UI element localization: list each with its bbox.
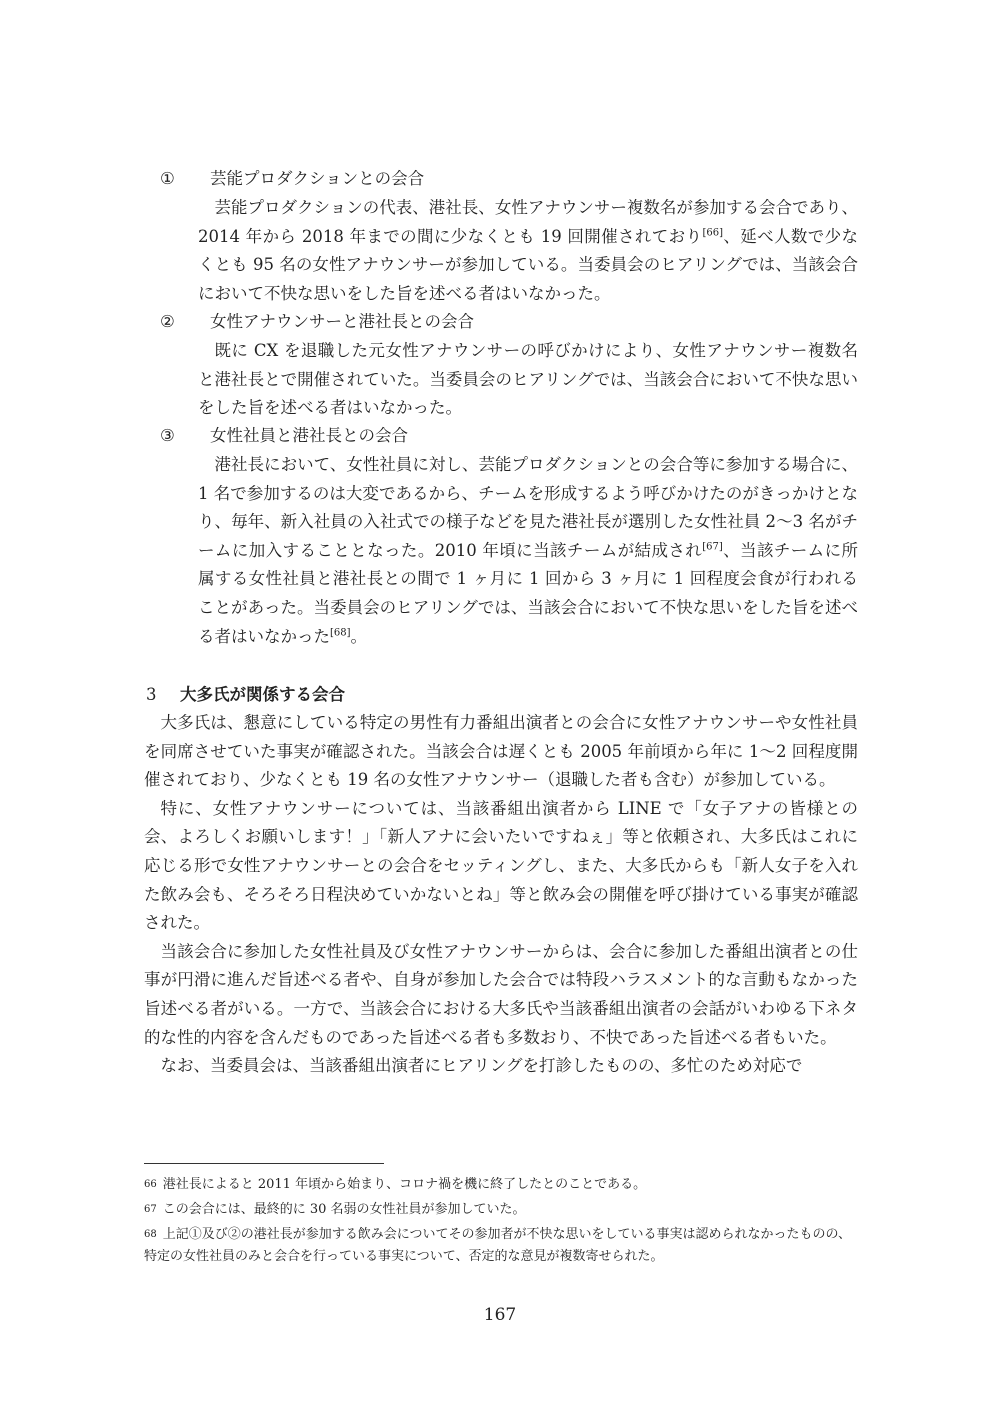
section-3-number: 3 — [146, 685, 157, 704]
footnotes — [144, 1174, 858, 1271]
item-1-text-after: 、延べ人数で少なくとも 95 名の女性アナウンサーが参加している。当委員会のヒアリングでは、当該会合において不快な思いをした旨を述べる者はいなかった。 — [198, 226, 859, 303]
footnote-text: 港社長によると 2011 年頃から始まり、コロナ禍を機に終了したとのことである。 — [162, 1177, 647, 1192]
item-2-body — [198, 337, 858, 423]
item-1-heading — [160, 165, 424, 193]
footnote-number: 67 — [144, 1204, 157, 1215]
item-3-heading — [160, 422, 408, 450]
item-1-text-before: 芸能プロダクションの代表、港社長、女性アナウンサー複数名が参加する会合であり、2014 年から 2018 年までの間に少なくとも 19 回開催されており — [198, 198, 858, 246]
item-1-number: ① — [160, 169, 175, 188]
item-2-number: ② — [160, 312, 175, 331]
section-3-title: 大多氏が関係する会合 — [180, 685, 345, 704]
item-1-paragraph — [198, 194, 858, 308]
footnote-ref-66[interactable]: [66] — [702, 227, 723, 239]
item-3-number: ③ — [160, 426, 175, 445]
section-3-heading — [146, 681, 345, 709]
section-3-paragraph-4: なお、当委員会は、当該番組出演者にヒアリングを打診したものの、多忙のため対応で — [160, 1056, 803, 1076]
item-3-body — [198, 451, 858, 651]
section-3-paragraph-3: 当該会合に参加した女性社員及び女性アナウンサーからは、会合に参加した番組出演者との仕事が円滑に進んだ旨述べる者や、自身が参加した会合では特段ハラスメント的な言動もなかった旨述べる者がいる。一方で、当該会合における大多氏や当該番組出演者の会話がいわゆる下ネタ的な性的内容を含んだものであった旨述べる者も多数おり、不快であった旨述べる者もいた。 — [144, 941, 858, 1047]
section-3-body — [144, 709, 858, 1081]
page-number: 167 — [483, 1305, 517, 1325]
footnote-divider — [144, 1163, 384, 1164]
section-3-paragraph-1: 大多氏は、懇意にしている特定の男性有力番組出演者との会合に女性アナウンサーや女性社員を同席させていた事実が確認された。当該会合は遅くとも 2005 年前頃から年に 1〜2 回程度開催されており、少なくとも 19 名の女性アナウンサー（退職した者も含む）が参加している。 — [144, 713, 858, 790]
item-3-text-before: 港社長において、女性社員に対し、芸能プロダクションとの会合等に参加する場合に、1 名で参加するのは大変であるから、チームを形成するよう呼びかけたのがきっかけとなり、毎年、新入社員の入社式での様子などを見た港社長が選別した女性社員 2〜3 名がチームに加入することとなった。2010 年頃に当該チームが結成され — [198, 455, 858, 560]
footnote-number: 66 — [144, 1179, 157, 1190]
footnote-text: 上記①及び②の港社長が参加する飲み会についてその参加者が不快な思いをしている事実は認められなかったものの、特定の女性社員のみと会合を行っている事実について、否定的な意見が複数寄せられた。 — [144, 1227, 851, 1264]
item-3-text-after: 。 — [350, 626, 368, 646]
footnote-68 — [144, 1224, 858, 1268]
footnote-66 — [144, 1174, 858, 1196]
footnote-ref-67[interactable]: [67] — [702, 541, 723, 553]
item-1-body — [198, 194, 858, 308]
item-1-title: 芸能プロダクションとの会合 — [210, 169, 425, 188]
item-2-paragraph: 既に CX を退職した元女性アナウンサーの呼びかけにより、女性アナウンサー複数名と港社長とで開催されていた。当委員会のヒアリングでは、当該会合において不快な思いをした旨を述べる者はいなかった。 — [198, 341, 858, 418]
item-2-title: 女性アナウンサーと港社長との会合 — [210, 312, 474, 331]
footnote-text: この会合には、最終的に 30 名弱の女性社員が参加していた。 — [162, 1202, 526, 1217]
item-3-title: 女性社員と港社長との会合 — [210, 426, 408, 445]
footnote-67 — [144, 1199, 858, 1221]
item-3-paragraph — [198, 451, 858, 651]
footnote-ref-68[interactable]: [68] — [330, 627, 351, 639]
item-3-text-middle: 、当該チームに所属する女性社員と港社長との間で 1 ヶ月に 1 回から 3 ヶ月に 1 回程度会食が行われることがあった。当委員会のヒアリングでは、当該会合において不快な思いをした旨を述べる者はいなかった — [198, 540, 858, 646]
footnote-number: 68 — [144, 1229, 157, 1240]
item-2-heading — [160, 308, 474, 336]
section-3-paragraph-2: 特に、女性アナウンサーについては、当該番組出演者から LINE で「女子アナの皆様との会、よろしくお願いします！」「新人アナに会いたいですねぇ」等と依頼され、大多氏はこれに応じる形で女性アナウンサーとの会合をセッティングし、また、大多氏からも「新人女子を入れた飲み会も、そろそろ日程決めていかないとね」等と飲み会の開催を呼び掛けている事実が確認された。 — [144, 798, 858, 933]
